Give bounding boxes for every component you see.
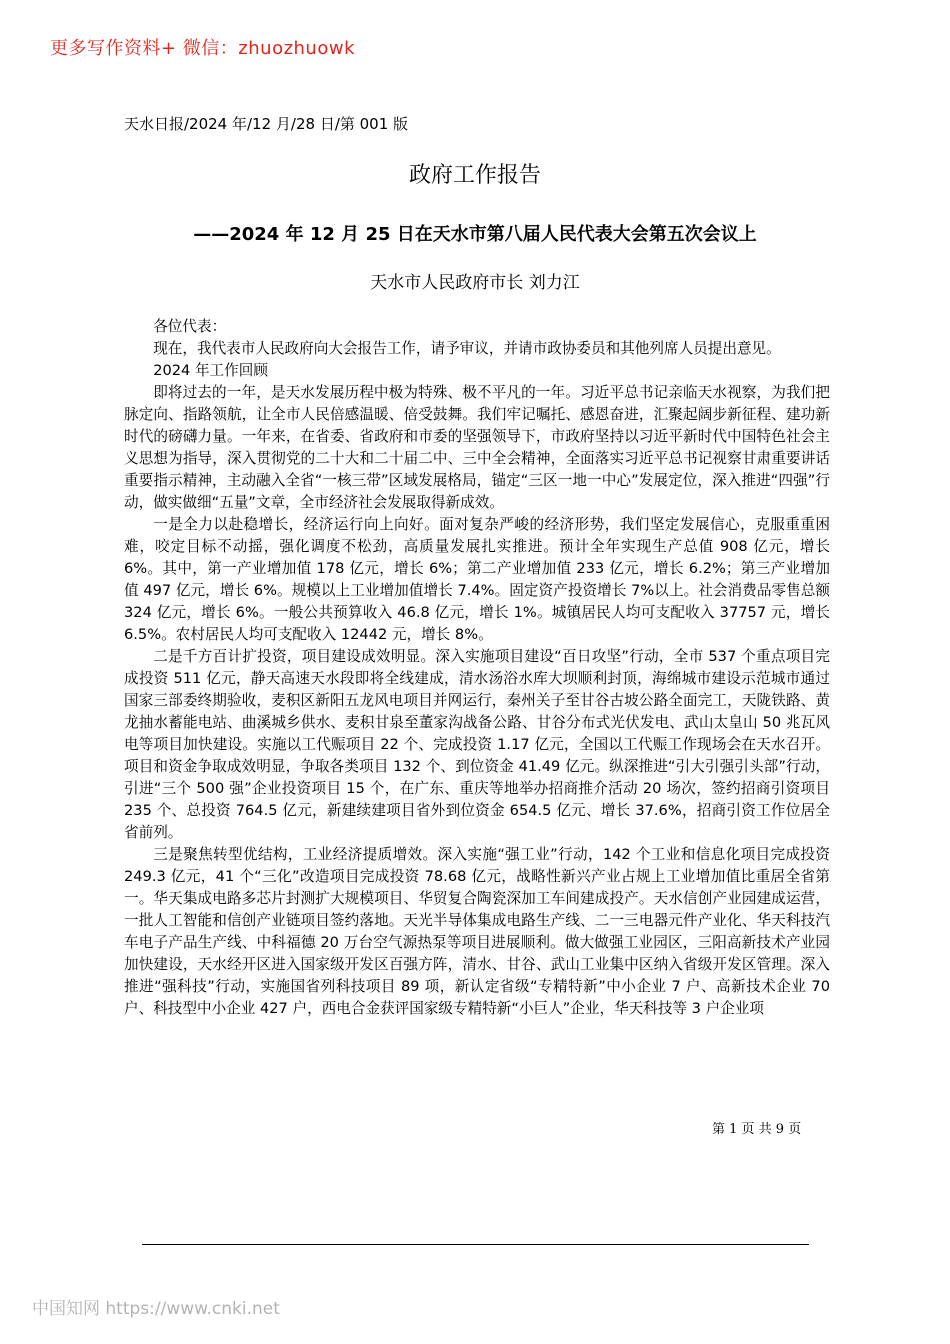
body-paragraph: 三是聚焦转型优结构，工业经济提质增效。深入实施“强工业”行动，142 个工业和信息化项目完成投资 249.3 亿元，41 个“三化”改造项目完成投资 78.68 亿元，战略性新兴产业占规上工业增加值比重居全省第一。华天集成电路多芯片封测扩大规模项目、华贸复合陶瓷深加工车间建成投产。天水信创产业园建成运营，一批人工智能和信创产业链项目签约落地。天光半导体集成电路生产线、二一三电器元件产业化、华天科技汽车电子产品生产线、中科福德 20 万台空气源热泵等项目进展顺利。做大做强工业园区，三阳高新技术产业园加快建设，天水经开区进入国家级开发区百强方阵，清水、甘谷、武山工业集中区纳入省级开发区管理。深入推进“强科技”行动，实施国省列科技项目 89 项，新认定省级“专精特新”中小企业 7 户、高新技术企业 70 户、科技型中小企业 427 户，西电合金获评国家级专精特新“小巨人”企业，华天科技等 3 户企业项 <box>124 846 830 1017</box>
body-paragraph: 即将过去的一年，是天水发展历程中极为特殊、极不平凡的一年。习近平总书记亲临天水视察，为我们把脉定向、指路领航，让全市人民倍感温暖、倍受鼓舞。我们牢记嘱托、感恩奋进，汇聚起阔步新征程、建功新时代的磅礴力量。一年来，在省委、省政府和市委的坚强领导下，市政府坚持以习近平新时代中国特色社会主义思想为指导，深入贯彻党的二十大和二十届二中、三中全会精神，全面落实习近平总书记视察甘肃重要讲话重要指示精神，主动融入全省“一核三带”区域发展格局，锚定“三区一地一中心”发展定位，深入推进“四强”行动，做实做细“五量”文章，全市经济社会发展取得新成效。 <box>124 384 830 511</box>
page-number: 第 1 页 共 9 页 <box>712 1122 802 1137</box>
body-paragraph: 一是全力以赴稳增长，经济运行向上向好。面对复杂严峻的经济形势，我们坚定发展信心，克服重重困难，咬定目标不动摇，强化调度不松劲，高质量发展扎实推进。预计全年实现生产总值 908 亿元，增长 6%。其中，第一产业增加值 178 亿元，增长 6%；第二产业增加值 233 亿元，增长 6.2%；第三产业增加值 497 亿元，增长 6%。规模以上工业增加值增长 7.4%。固定资产投资增长 7%以上。社会消费品零售总额 324 亿元，增长 6%。一般公共预算收入 46.8 亿元，增长 1%。城镇居民人均可支配收入 37757 元，增长 6.5%。农村居民人均可支配收入 12442 元，增长 8%。 <box>124 516 830 643</box>
cnki-watermark: 中国知网 https://www.cnki.net <box>32 1299 280 1319</box>
report-body <box>124 316 830 1020</box>
source-line: 天水日报/2024 年/12 月/28 日/第 001 版 <box>124 115 409 133</box>
body-paragraph: 现在，我代表市人民政府向大会报告工作，请予审议，并请市政协委员和其他列席人员提出意见。 <box>153 340 781 357</box>
footer-divider <box>142 1244 809 1245</box>
salutation: 各位代表： <box>153 318 227 335</box>
wechat-banner: 更多写作资料+ 微信：zhuozhuowk <box>50 38 356 59</box>
body-paragraph: 二是千方百计扩投资，项目建设成效明显。深入实施项目建设“百日攻坚”行动，全市 537 个重点项目完成投资 511 亿元，静天高速天水段即将全线建成，清水汤浴水库大坝顺利封顶，海绵城市建设示范城市通过国家三部委终期验收，麦积区新阳五龙风电项目并网运行，秦州关子至甘谷古坡公路全面完工，天陇铁路、黄龙抽水蓄能电站、曲溪城乡供水、麦积甘泉至董家沟战备公路、甘谷分布式光伏发电、武山太皇山 50 兆瓦风电等项目加快建设。实施以工代赈项目 22 个、完成投资 1.17 亿元，全国以工代赈工作现场会在天水召开。项目和资金争取成效明显，争取各类项目 132 个、到位资金 41.49 亿元。纵深推进“引大引强引头部”行动，引进“三个 500 强”企业投资项目 15 个，在广东、重庆等地举办招商推介活动 20 场次，签约招商引资项目 235 个、总投资 764.5 亿元，新建续建项目省外到位资金 654.5 亿元、增长 37.6%，招商引资工作位居全省前列。 <box>124 648 830 841</box>
section-heading: 2024 年工作回顾 <box>153 362 268 379</box>
document-title: 政府工作报告 <box>408 163 541 188</box>
document-author: 天水市人民政府市长 刘力江 <box>370 273 580 293</box>
document-subtitle: ——2024 年 12 月 25 日在天水市第八届人民代表大会第五次会议上 <box>193 224 757 245</box>
